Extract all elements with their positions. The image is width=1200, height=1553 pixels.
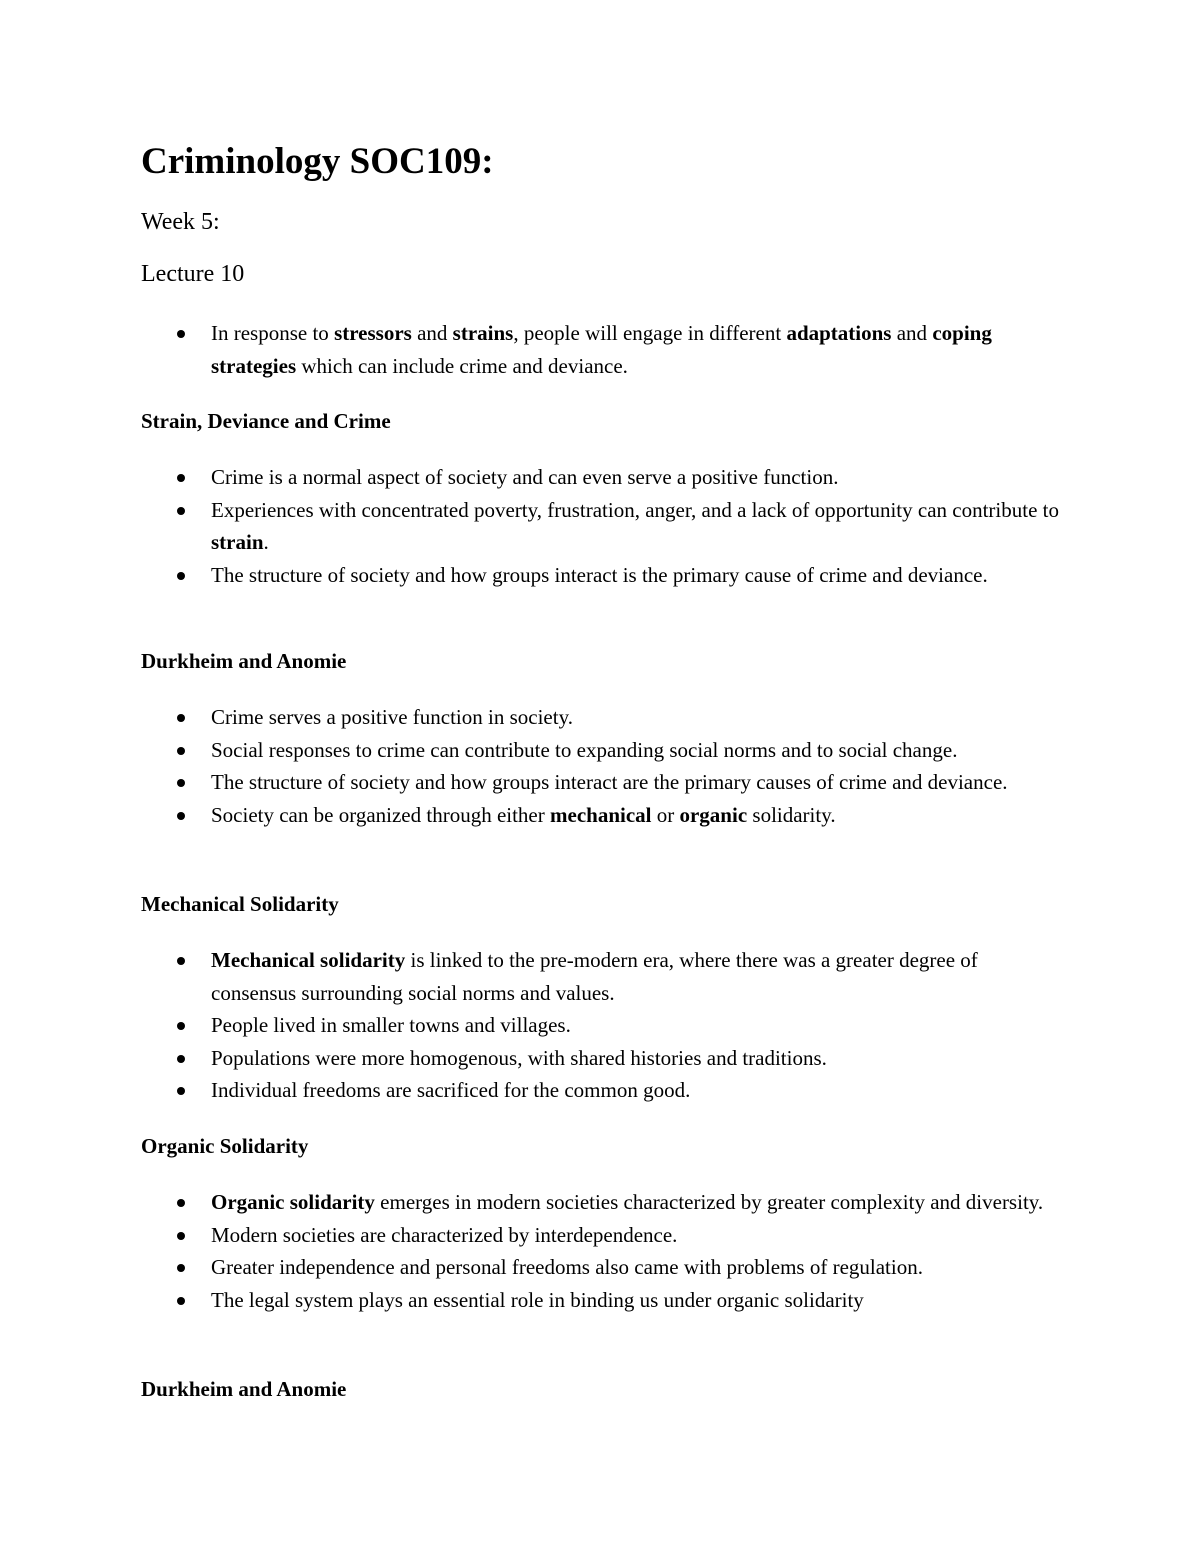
bullet-icon [177,747,185,755]
section-heading: Durkheim and Anomie [141,1377,347,1401]
durkheim-list [0,701,1200,831]
bullet-icon [177,1022,185,1030]
bullet-icon [177,1297,185,1305]
list-item: Modern societies are characterized by interdependence. [0,1219,1061,1252]
bullet-icon [177,507,185,515]
lecture-label: Lecture 10 [141,261,245,287]
bullet-icon [177,1232,185,1240]
list-item: Crime is a normal aspect of society and can even serve a positive function. [0,461,1061,494]
list-item: The legal system plays an essential role in binding us under organic solidarity [0,1284,1061,1317]
strain-list [0,461,1200,591]
list-item: Crime serves a positive function in society. [0,701,1061,734]
bullet-icon [177,1055,185,1063]
bullet-icon [177,330,185,338]
mechanical-list [0,944,1200,1107]
section-heading: Durkheim and Anomie [141,649,347,673]
list-item: Greater independence and personal freedoms also came with problems of regulation. [0,1251,1061,1284]
list-item: Organic solidarity emerges in modern societies characterized by greater complexity and diversity. [0,1186,1061,1219]
bullet-icon [177,1087,185,1095]
bullet-icon [177,474,185,482]
list-item: Society can be organized through either mechanical or organic solidarity. [0,799,1061,832]
list-item: In response to stressors and strains, people will engage in different adaptations and coping strategies which can include crime and deviance. [0,317,1061,382]
list-item: Experiences with concentrated poverty, frustration, anger, and a lack of opportunity can contribute to strain. [0,494,1061,559]
list-item: People lived in smaller towns and villages. [0,1009,1061,1042]
section-heading: Organic Solidarity [141,1134,309,1158]
bullet-icon [177,957,185,965]
document-title: Criminology SOC109: [141,141,494,182]
bullet-icon [177,779,185,787]
bullet-icon [177,572,185,580]
list-item: Populations were more homogenous, with shared histories and traditions. [0,1042,1061,1075]
bullet-icon [177,714,185,722]
week-label: Week 5: [141,209,220,235]
list-item: Individual freedoms are sacrificed for the common good. [0,1074,1061,1107]
list-item: The structure of society and how groups interact is the primary cause of crime and deviance. [0,559,1061,592]
intro-list [0,317,1200,382]
section-heading: Mechanical Solidarity [141,892,339,916]
organic-list [0,1186,1200,1316]
section-heading: Strain, Deviance and Crime [141,409,391,433]
list-item: Mechanical solidarity is linked to the pre-modern era, where there was a greater degree of consensus surrounding social norms and values. [0,944,1061,1009]
bullet-icon [177,1199,185,1207]
bullet-icon [177,812,185,820]
bullet-icon [177,1264,185,1272]
list-item: Social responses to crime can contribute to expanding social norms and to social change. [0,734,1061,767]
list-item: The structure of society and how groups interact are the primary causes of crime and deviance. [0,766,1061,799]
